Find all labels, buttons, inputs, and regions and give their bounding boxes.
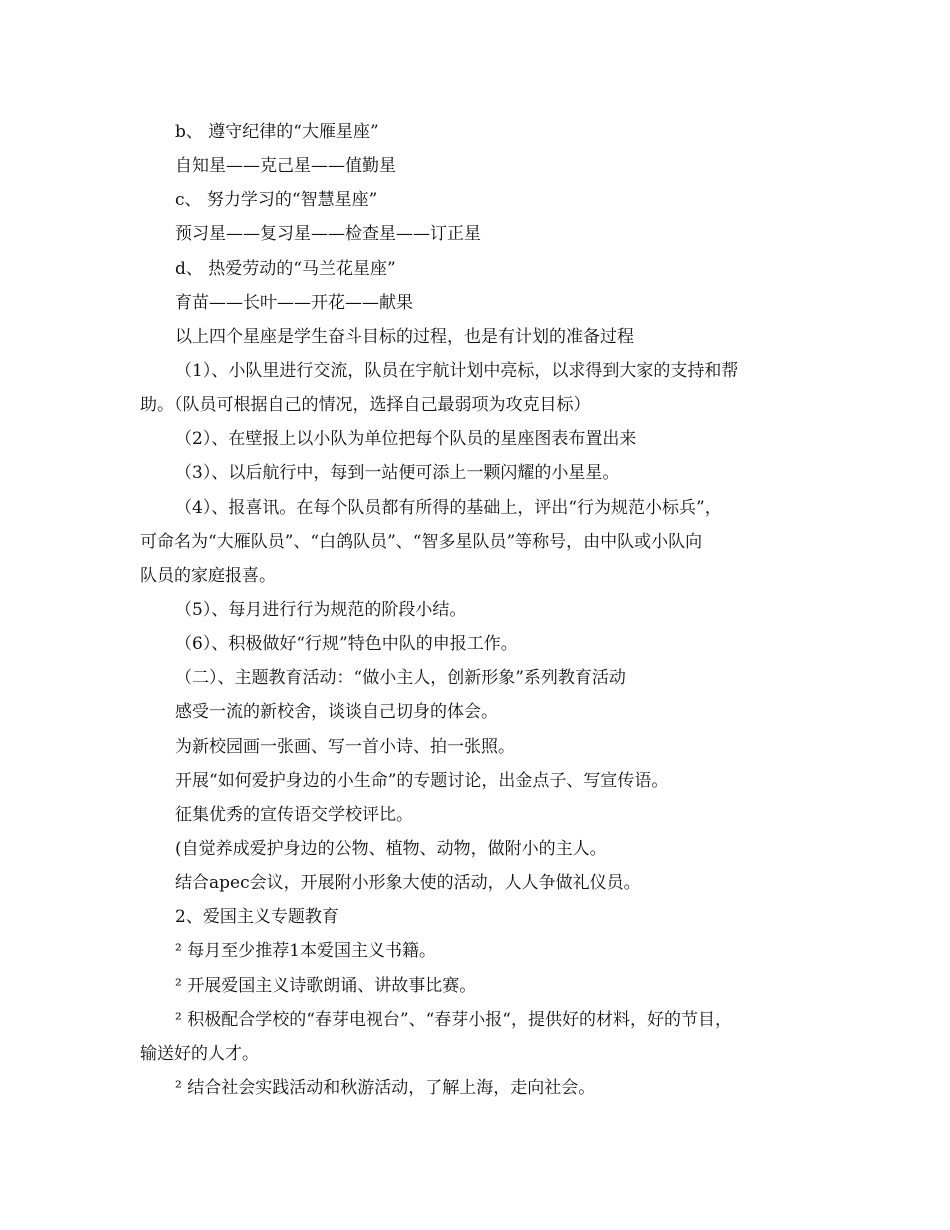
text-line: 2、爱国主义专题教育 xyxy=(175,907,339,927)
text-line: ² 每月至少推荐1本爱国主义书籍。 xyxy=(175,941,437,961)
text-line: （二）、主题教育活动：“做小主人，创新形象”系列教育活动 xyxy=(175,668,626,688)
text-line: 自知星——克己星——值勤星 xyxy=(175,156,396,176)
text-line: 结合apec会议，开展附小形象大使的活动，人人争做礼仪员。 xyxy=(175,873,641,893)
text-line: 队员的家庭报喜。 xyxy=(140,566,276,586)
text-line: 预习星——复习星——检查星——订正星 xyxy=(175,224,481,244)
text-line: ² 开展爱国主义诗歌朗诵、讲故事比赛。 xyxy=(175,976,477,996)
text-line: 育苗——长叶——开花——献果 xyxy=(175,293,413,313)
text-line: 感受一流的新校舍，谈谈自己切身的体会。 xyxy=(175,702,498,722)
text-line: （2）、在壁报上以小队为单位把每个队员的星座图表布置出来 xyxy=(175,429,637,449)
text-line: c、 努力学习的“智慧星座” xyxy=(175,190,378,210)
text-line: 开展“如何爱护身边的小生命”的专题讨论，出金点子、写宣传语。 xyxy=(175,771,669,791)
text-line: 征集优秀的宣传语交学校评比。 xyxy=(175,805,413,825)
text-line: 可命名为“大雁队员”、“白鸽队员”、“智多星队员”等称号，由中队或小队向 xyxy=(140,532,703,552)
text-line: d、 热爱劳动的“马兰花星座” xyxy=(175,259,396,279)
text-line: 为新校园画一张画、写一首小诗、拍一张照。 xyxy=(175,737,515,757)
text-line: 以上四个星座是学生奋斗目标的过程，也是有计划的准备过程 xyxy=(175,327,634,347)
text-line: （5）、每月进行行为规范的阶段小结。 xyxy=(175,600,467,620)
text-line: ² 积极配合学校的“春芽电视台”、“春芽小报“，提供好的材料，好的节目， xyxy=(175,1010,732,1030)
text-line: b、 遵守纪律的“大雁星座” xyxy=(175,122,379,142)
text-line: （1）、小队里进行交流，队员在宇航计划中亮标，以求得到大家的支持和帮 xyxy=(175,361,739,381)
text-line: 输送好的人才。 xyxy=(140,1044,259,1064)
text-line: （3）、以后航行中，每到一站便可添上一颗闪耀的小星星。 xyxy=(175,463,620,483)
text-line: ² 结合社会实践活动和秋游活动，了解上海，走向社会。 xyxy=(175,1078,596,1098)
text-line: (自觉养成爱护身边的公物、植物、动物，做附小的主人。 xyxy=(175,839,607,859)
text-line: 助。（队员可根据自己的情况，选择自己最弱项为攻克目标） xyxy=(140,395,591,415)
text-line: （6）、积极做好“行规”特色中队的申报工作。 xyxy=(175,634,518,654)
text-line: （4）、报喜讯。在每个队员都有所得的基础上，评出“行为规范小标兵”， xyxy=(175,498,722,518)
